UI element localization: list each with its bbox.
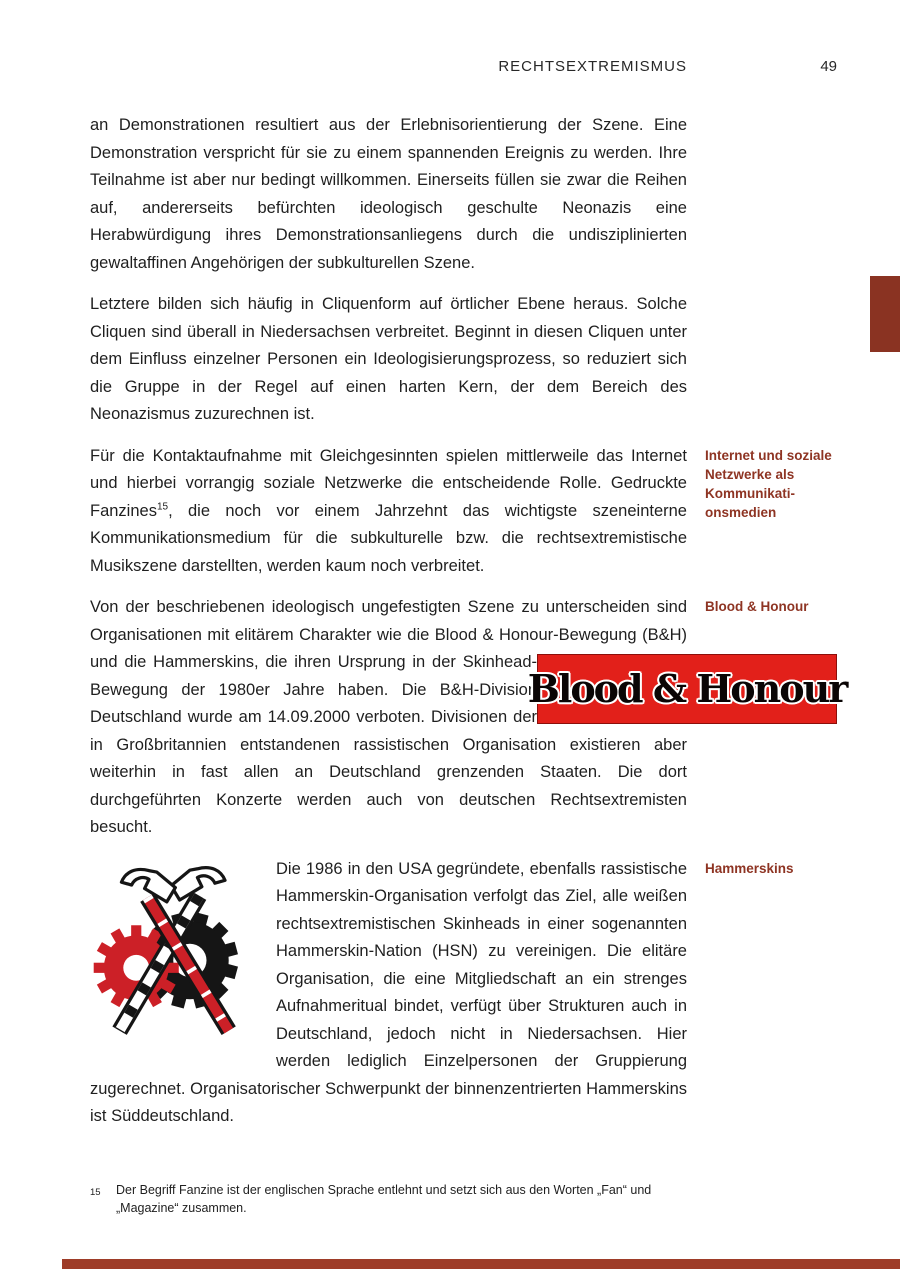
paragraph-hammerskins — [90, 856, 687, 1131]
paragraph-internet — [90, 443, 687, 581]
blood-honour-logo-text: Blood & Honour — [527, 666, 847, 712]
paragraph-demonstrations: an Demonstrationen resultiert aus der Erlebnisorientierung der Szene. Eine Demonstration verspricht für sie zu einem spannenden Ereignis zu werden. Ihre Teilnahme ist aber nur bedingt willkommen. Einerseits füllen sie zwar die Reihen auf, andererseits befürchten ideologisch geschulte Neonazis eine Herabwürdigung ihres Demonstrationsanliegens durch die undisziplinierten gewaltaffinen Angehörigen der subkulturellen Szene. — [90, 116, 687, 272]
paragraph-hammerskins-text: Die 1986 in den USA gegründete, ebenfalls rassistische Hammerskin-Organisation verfolgt das Ziel, alle weißen rechtsextremistischen Skinheads in einer sogenannten Hammerskin-Nation (HSN) zu vereinigen. Die elitäre Organisation, die eine Mitgliedschaft an ein strenges Aufnahmeritual bindet, verfügt über Strukturen auch in Deutschland, jedoch nicht in Niedersachsen. Hier werden lediglich Einzelpersonen der Gruppierung zugerechnet. Organisatorischer Schwerpunkt der binnenzentrierten Hammerskins ist Süddeutschland. — [90, 859, 687, 1125]
paragraph-blood-honour-text-cont: Bewegung der 1980er Jahre haben. Die B&H-Division Deutschland wurde am 14.09.2000 verboten. Divisionen der in Großbritannien entstandenen rassistischen Organisation existieren aber weiterhin in fast allen an Deutschland grenzenden Staaten. Die dort durchgeführten Konzerte werden auch von deutschen Rechtsextremisten besucht. — [90, 680, 687, 836]
blood-honour-logo-float — [527, 649, 847, 731]
paragraph-internet-text-cont: , die noch vor einem Jahrzehnt das wichtigste szeneinterne Kommunikationsmedium für die subkulturelle bzw. die rechtsextremistische Musikszene darstellten, werden kaum noch verbreitet. — [90, 501, 687, 575]
footnote-15 — [90, 1182, 702, 1217]
margin-note-hammerskins: Hammerskins — [705, 861, 794, 876]
page-header — [0, 58, 900, 80]
section-title: RECHTSEXTREMISMUS — [498, 58, 687, 75]
paragraph-internet-text: Für die Kontaktaufnahme mit Gleichgesinnten spielen mittlerweile das Internet und hierbei vorrangig soziale Netzwerke die entscheidende Rolle. Gedruckte Fanzines — [90, 446, 687, 520]
bottom-accent-bar — [62, 1259, 900, 1269]
footnote-number: 15 — [90, 1187, 101, 1198]
footnote-text: Der Begriff Fanzine ist der englischen Sprache entlehnt und setzt sich aus den Worten „Fan“ und „Magazine“ zusammen. — [116, 1183, 652, 1215]
paragraph-blood-honour — [90, 594, 847, 842]
blood-honour-logo — [527, 654, 847, 724]
chapter-side-tab — [870, 276, 900, 352]
margin-note-blood-honour: Blood & Honour — [705, 599, 809, 614]
margin-note-internet: Internet und soziale Netzwerke als Kommunikationsmedien — [705, 448, 832, 520]
crossed-hammers-gears-icon — [90, 856, 262, 1050]
paragraph-blood-honour-text: Von der beschriebenen ideologisch ungefestigten Szene zu unterscheiden sind Organisationen mit elitärem Charakter wie die Blood & Honour-Bewegung (B&H) und die Hammerskins, die ihren Ursprung in der Skinhead- — [90, 598, 687, 671]
paragraph-cliquen: Letztere bilden sich häufig in Cliquenform auf örtlicher Ebene heraus. Solche Cliquen sind überall in Niedersachsen verbreitet. Beginnt in diesen Cliquen unter dem Einfluss einzelner Personen ein Ideologisierungsprozess, so reduziert sich die Gruppe in der Regel auf einen harten Kern, der dem Bereich des Neonazismus zuzurechnen ist. — [90, 295, 687, 423]
footnote-reference-15[interactable]: 15 — [156, 501, 169, 512]
page-number: 49 — [820, 58, 837, 75]
hammerskins-logo — [90, 856, 276, 1052]
